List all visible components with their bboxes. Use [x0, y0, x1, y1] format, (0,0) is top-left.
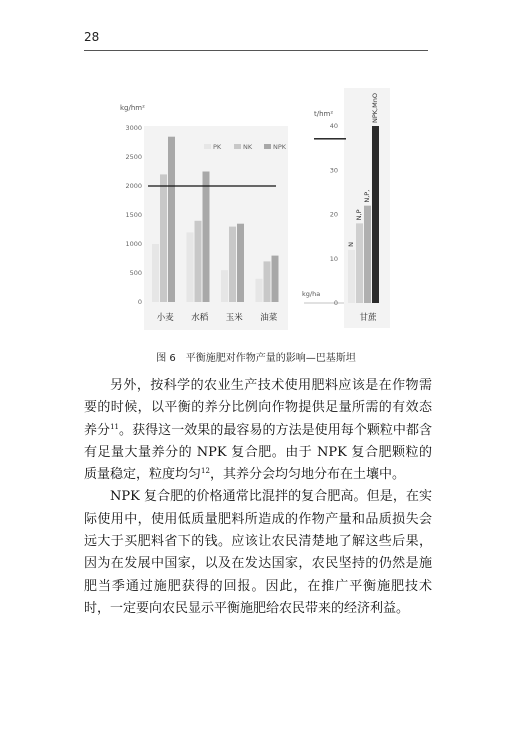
body-text	[84, 375, 432, 620]
bar-pk	[152, 244, 159, 302]
legend-swatch	[264, 144, 271, 149]
y-tick-label: 1500	[125, 211, 142, 219]
bar-nk	[229, 227, 236, 302]
x-axis-unit: kg/ha	[302, 290, 321, 298]
bar-label: N,P	[355, 209, 363, 221]
bar-pk	[256, 279, 263, 302]
bar-pk	[187, 232, 194, 302]
reference-mark: 11	[110, 422, 120, 431]
bar-nk	[160, 174, 167, 302]
y-tick-label: 500	[129, 269, 142, 277]
bar-pk	[221, 270, 228, 302]
y-tick-label: 0	[137, 298, 142, 306]
y-tick-label: 40	[329, 122, 338, 130]
legend-label: PK	[213, 143, 222, 151]
paragraph-1-text-c: ，其养分会均匀地分布在土壤中。	[209, 467, 405, 483]
bar-label: N,P,	[363, 189, 371, 203]
bar-npk	[272, 256, 279, 302]
y-tick-label: 2000	[125, 182, 142, 190]
paragraph-1	[84, 375, 432, 486]
bar-sugarcane	[372, 126, 379, 303]
bar-npk	[237, 224, 244, 302]
figure-6	[118, 78, 392, 338]
category-label: 甘蔗	[359, 313, 377, 323]
y-tick-label: 20	[329, 210, 338, 219]
legend-label: NPK	[273, 143, 287, 151]
header-rule	[84, 50, 428, 51]
category-label: 小麦	[156, 313, 174, 323]
y-tick-label: 30	[329, 166, 338, 175]
category-label: 油菜	[260, 313, 278, 323]
y-tick-label: 3000	[125, 124, 142, 132]
figure-caption: 图 6 平衡施肥对作物产量的影响—巴基斯坦	[156, 353, 356, 364]
category-label: 玉米	[225, 313, 243, 323]
y-tick-label: 0	[333, 299, 338, 307]
legend-swatch	[234, 144, 241, 149]
bar-sugarcane	[364, 206, 371, 303]
yield-charts	[118, 78, 392, 338]
bar-label: N	[347, 242, 355, 247]
bar-npk	[203, 172, 210, 303]
bar-sugarcane	[348, 250, 355, 303]
y-axis-unit: kg/hm²	[120, 104, 145, 112]
legend-swatch	[204, 144, 211, 149]
reference-mark: 12	[201, 467, 210, 476]
paragraph-1-text-b: 。获得这一效果的最容易的方法是使用每个颗粒中都含有足量大量养分的 NPK 复合肥。由于 NPK 复合肥颗粒的质量稳定，粒度均匀	[84, 422, 432, 483]
bar-npk	[168, 137, 175, 302]
page-number: 28	[84, 30, 100, 44]
paragraph-1-text-a: 另外，按科学的农业生产技术使用肥料应该是在作物需要的时候，以平衡的养分比例向作物提供足量所需的有效态养分	[84, 378, 432, 438]
paragraph-2: NPK 复合肥的价格通常比混拌的复合肥高。但是，在实际使用中，使用低质量肥料所造成的作物产量和品质损失会远大于买肥料省下的钱。应该让农民清楚地了解这些后果，因为在发展中国家，以及在发达国家，农民坚持的仍然是施肥当季通过施肥获得的回报。因此，在推广平衡施肥技术时，一定要向农民显示平衡施肥给农民带来的经济利益。	[84, 489, 432, 616]
legend-label: NK	[243, 143, 253, 151]
category-label: 水稻	[191, 313, 209, 323]
y-tick-label: 1000	[125, 240, 142, 248]
y-axis-unit: t/hm²	[314, 110, 334, 118]
y-tick-label: 2500	[125, 153, 142, 161]
bar-sugarcane	[356, 223, 363, 303]
y-tick-label: 10	[329, 254, 338, 263]
bar-label: NPK,MnO	[371, 93, 379, 123]
bar-nk	[195, 221, 202, 302]
bar-nk	[264, 261, 271, 302]
